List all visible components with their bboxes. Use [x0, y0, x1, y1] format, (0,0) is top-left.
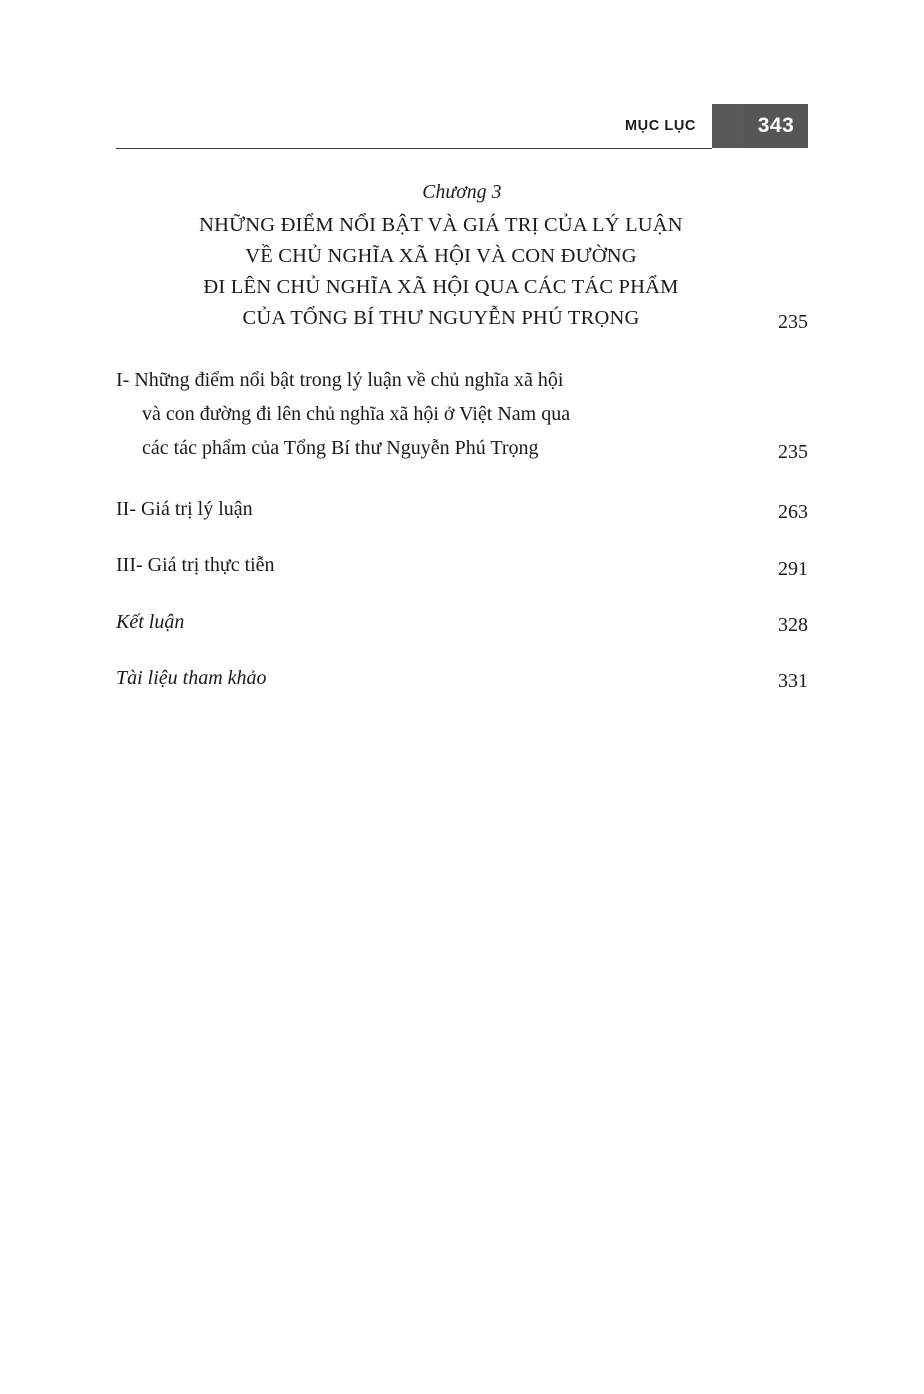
table-of-contents	[116, 182, 808, 717]
chapter-label: Chương 3	[422, 182, 502, 203]
chapter-page-number: 235	[778, 310, 808, 333]
toc-entry-text	[116, 492, 716, 526]
toc-entry-conclusion	[116, 605, 808, 639]
toc-entry-line: các tác phẩm của Tổng Bí thư Nguyễn Phú Trọng	[142, 437, 539, 460]
toc-entry-line: III- Giá trị thực tiễn	[116, 554, 275, 577]
running-head-title: MỤC LỤC	[624, 118, 696, 134]
running-head	[116, 112, 808, 146]
toc-entry-page-number: 235	[778, 440, 808, 463]
toc-entry-text	[116, 605, 716, 639]
toc-entry-list	[116, 363, 808, 696]
toc-entry-line: và con đường đi lên chủ nghĩa xã hội ở Việt Nam qua	[142, 403, 571, 426]
toc-entry-page-number: 328	[778, 613, 808, 636]
toc-entry-section-1	[116, 363, 808, 466]
toc-entry-page-number: 263	[778, 501, 808, 524]
chapter-entry	[116, 210, 808, 335]
toc-entry-text	[116, 548, 716, 582]
toc-entry-line: Kết luận	[116, 610, 185, 633]
toc-entry-references	[116, 661, 808, 695]
toc-entry-text	[116, 661, 716, 695]
chapter-title-line: ĐI LÊN CHỦ NGHĨA XÃ HỘI QUA CÁC TÁC PHẨM	[203, 276, 679, 299]
chapter-title-line: CỦA TỔNG BÍ THƯ NGUYỄN PHÚ TRỌNG	[242, 307, 640, 330]
toc-entry-line: Tài liệu tham khảo	[116, 666, 267, 689]
page-number-badge: 343	[744, 104, 808, 148]
chapter-title-line: VỀ CHỦ NGHĨA XÃ HỘI VÀ CON ĐƯỜNG	[245, 245, 637, 268]
toc-entry-section-2	[116, 492, 808, 526]
chapter-title	[116, 210, 808, 335]
toc-entry-line: II- Giá trị lý luận	[116, 497, 253, 520]
chapter-title-line: NHỮNG ĐIỂM NỔI BẬT VÀ GIÁ TRỊ CỦA LÝ LUẬN	[199, 214, 683, 236]
toc-entry-line: I- Những điểm nổi bật trong lý luận về chủ nghĩa xã hội	[116, 368, 564, 391]
toc-entry-page-number: 291	[778, 557, 808, 580]
toc-entry-page-number: 331	[778, 670, 808, 693]
toc-entry-section-3	[116, 548, 808, 582]
toc-entry-text	[116, 363, 716, 466]
header-divider	[116, 148, 712, 149]
